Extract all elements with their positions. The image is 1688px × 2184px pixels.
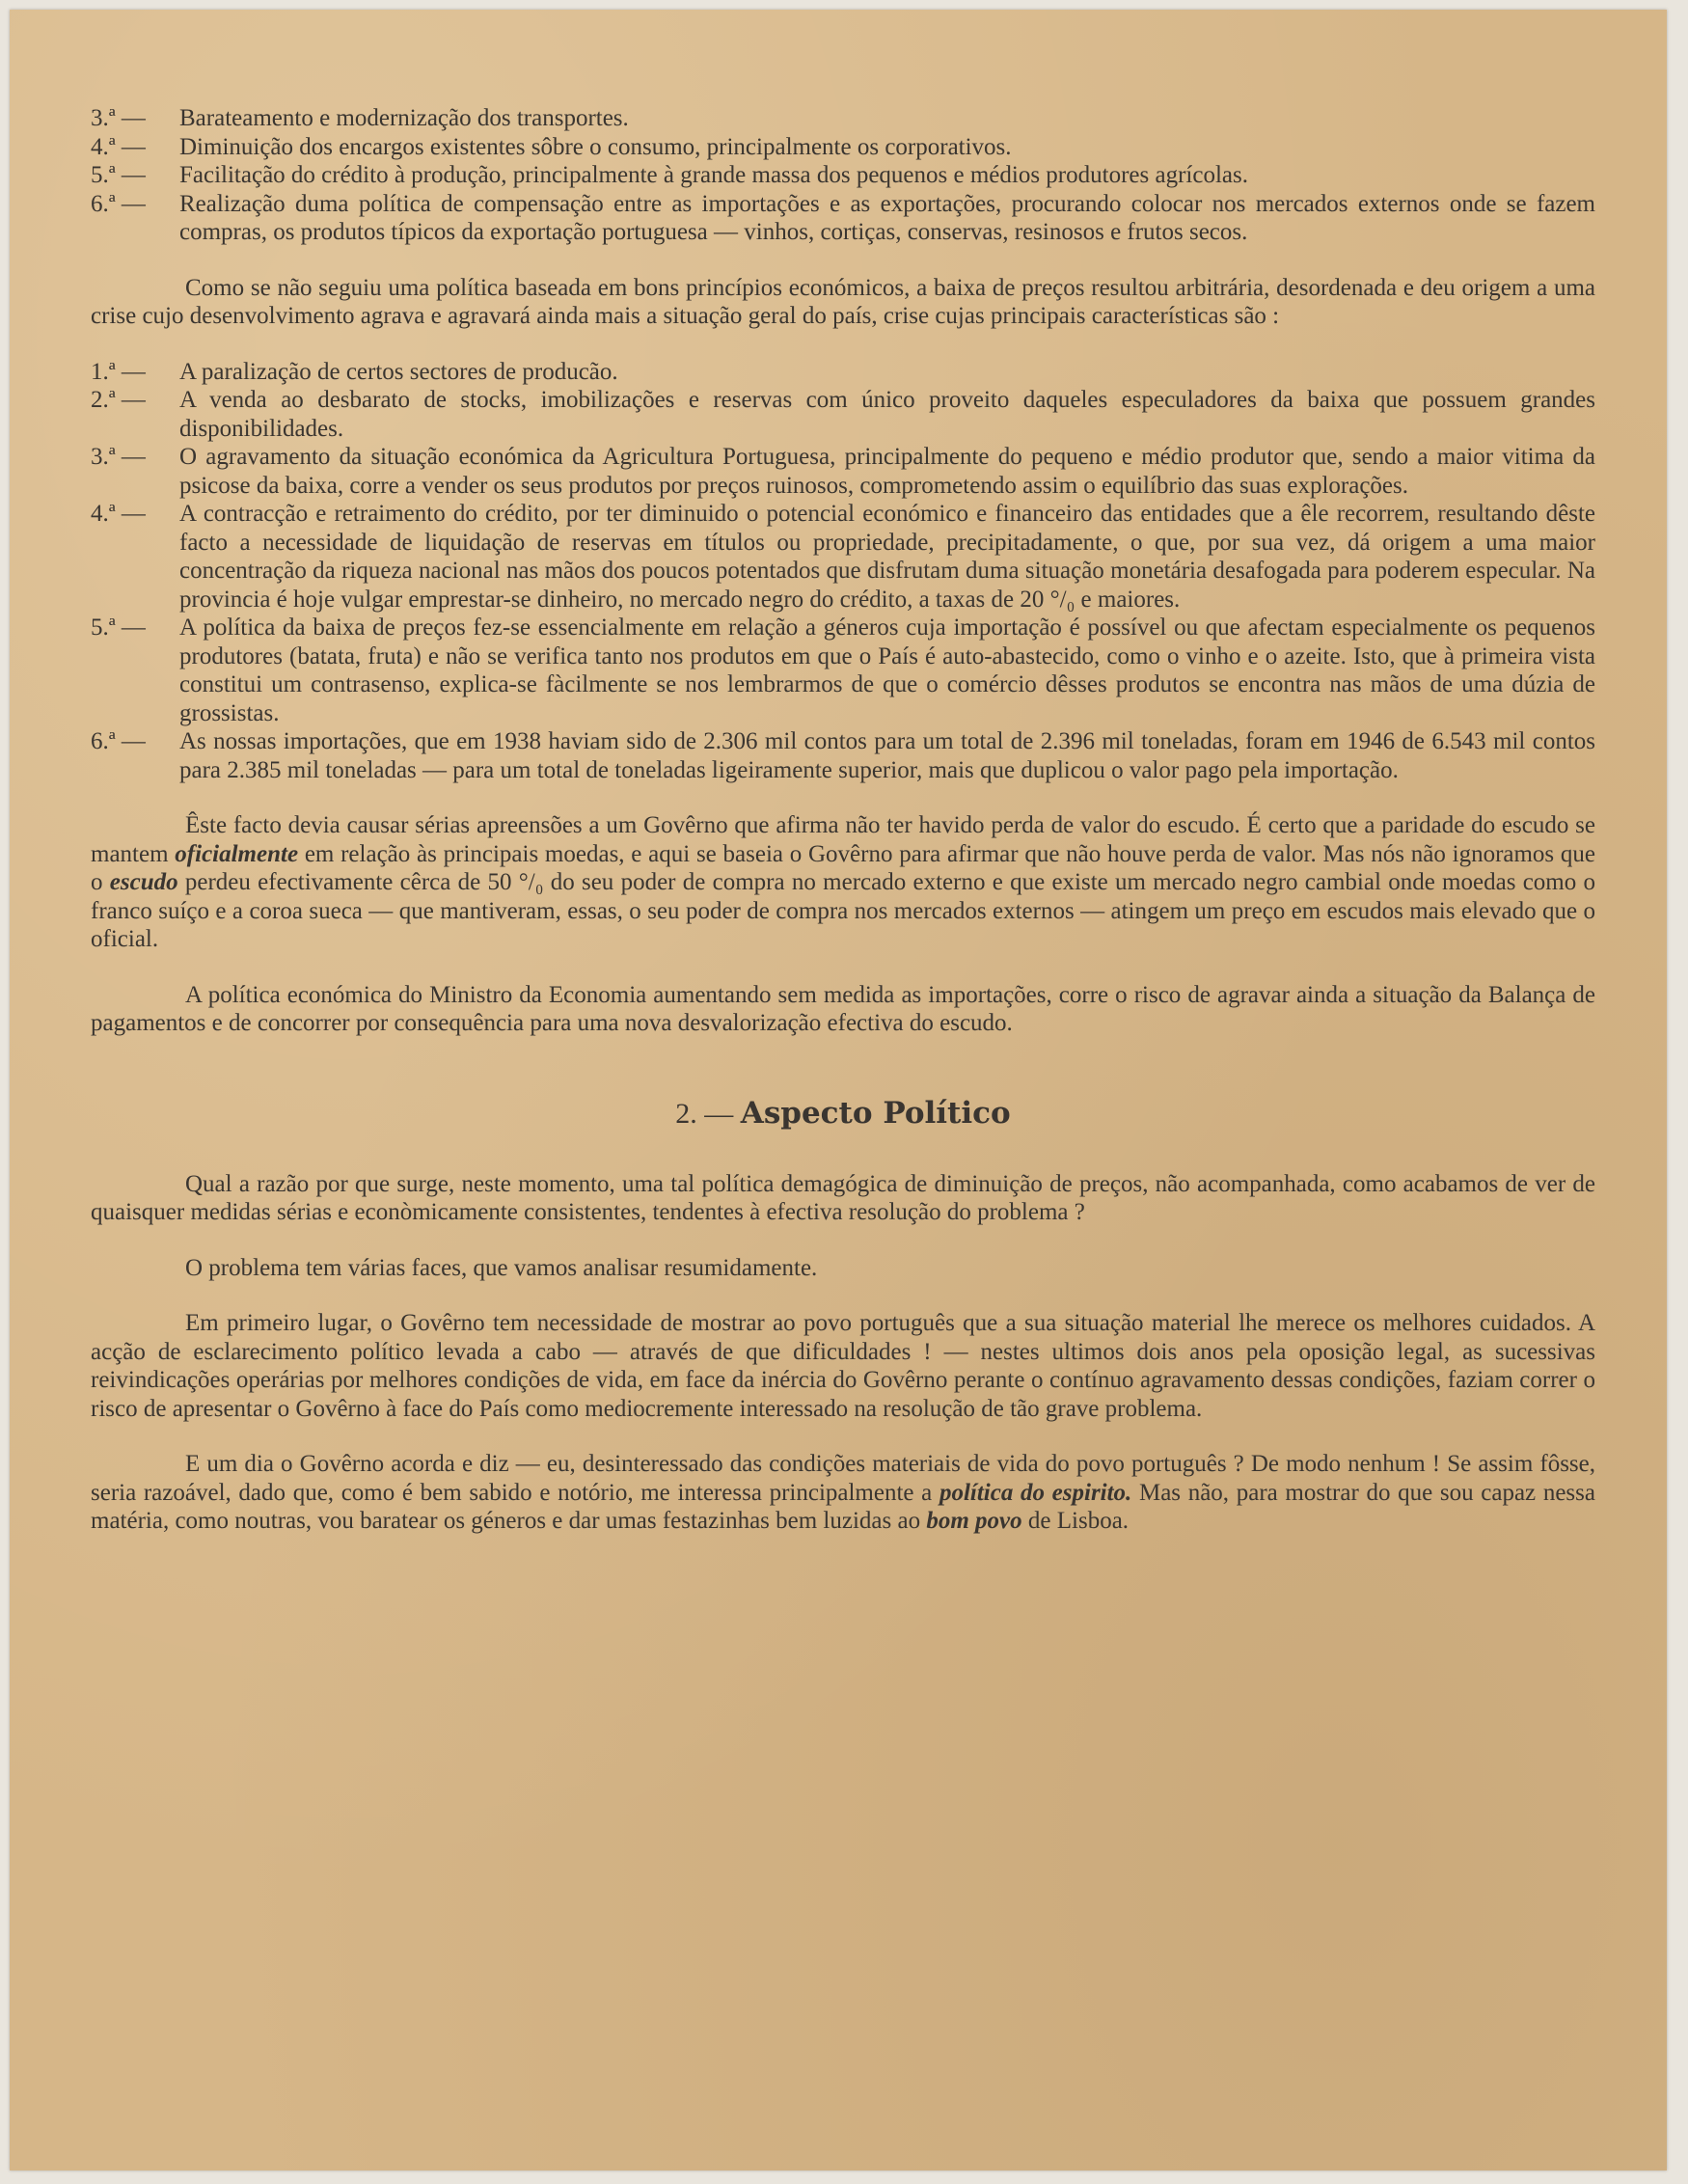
- paragraph: Em primeiro lugar, o Govêrno tem necessidade de mostrar ao povo português que a sua situação material lhe merece os melhores cuidados. A acção de esclarecimento político levada a cabo — através de que dificuldades ! — nestes ultimos dois anos pela oposição legal, as sucessivas reivindicações operárias por melhores condições de vida, em face da inércia do Govêrno perante o contínuo agravamento dessas condições, faziam correr o risco de apresentar o Govêrno à face do País como mediocremente interessado na resolução de tão grave problema.: [91, 1310, 1595, 1422]
- item-text: As nossas importações, que em 1938 haviam sido de 2.306 mil contos para um total de 2.396 mil toneladas, foram em 1946 de 6.543 mil contos para 2.385 mil toneladas — para um total de toneladas ligeiramente superior, mais que duplicou o valor pago pela importação.: [179, 728, 1595, 783]
- item-number: 5.ª —: [91, 614, 146, 641]
- heading-number: 2. —: [675, 1097, 734, 1130]
- item-number: 5.ª —: [91, 162, 146, 188]
- document-page: [10, 10, 1667, 2170]
- emphasis: oficialmente: [175, 840, 299, 867]
- heading-title: Aspecto Político: [740, 1095, 1011, 1131]
- paragraph: Qual a razão por que surge, neste momento, uma tal política demagógica de diminuição de preços, não acompanhada, como acabamos de ver de quaisquer medidas sérias e econòmicamente consistentes, tendentes à efectiva resolução do problema ?: [91, 1170, 1595, 1225]
- list-item: [91, 190, 1595, 247]
- emphasis: escudo: [109, 869, 178, 895]
- text-run: de Lisboa.: [1027, 1508, 1130, 1534]
- item-number: 2.ª —: [91, 387, 146, 413]
- text-run: Mas não, para mostrar do que sou capaz nessa matéria, como noutras, vou baratear os géneros e dar umas festazinhas bem luzidas ao: [91, 1479, 1595, 1534]
- crisis-list: [91, 358, 1595, 785]
- list-item: [91, 443, 1595, 500]
- list-item: [91, 104, 1595, 133]
- measures-list: [91, 104, 1595, 247]
- text-run: E um dia o Govêrno acorda e diz — eu, desinteressado das condições materiais de vida do povo português ? De modo nenhum ! Se assim fôsse, seria razoável, dado que, como é bem sabido e notório, me interessa principalmente a: [91, 1451, 1595, 1506]
- item-text: Facilitação do crédito à produção, principalmente à grande massa dos pequenos e médios produtores agrícolas.: [179, 162, 1248, 188]
- item-text: Barateamento e modernização dos transportes.: [179, 105, 629, 131]
- section-heading: [91, 1096, 1595, 1132]
- item-text: Diminuição dos encargos existentes sôbre o consumo, principalmente os corporativos.: [179, 133, 1012, 160]
- text-run: perdeu efectivamente cêrca de 50 °/₀ do seu poder de compra no mercado externo e que existe um mercado negro cambial onde moedas como o franco suíço e a coroa sueca — que mantiveram, essas, o seu poder de compra nos mercados externos — atingem um preço em escudos mais elevado que o oficial.: [91, 869, 1596, 952]
- item-number: 3.ª —: [91, 105, 146, 131]
- item-number: 6.ª —: [91, 728, 146, 754]
- item-text: A política da baixa de preços fez-se essencialmente em relação a géneros cuja importação é possível ou que afectam especialmente os pequenos produtores (batata, fruta) e não se verifica tanto nos produtos em que o País é auto-abastecido, como o vinho e o azeite. Isto, que à primeira vista constitui um contrasenso, explica-se fàcilmente se nos lembrarmos de que o comércio dêsses produtos se encontra nas mãos de uma dúzia de grossistas.: [179, 614, 1595, 726]
- item-number: 3.ª —: [91, 444, 146, 470]
- paragraph: A política económica do Ministro da Economia aumentando sem medida as importações, corre o risco de agravar ainda a situação da Balança de pagamentos e de concorrer por consequência para uma nova desvalorização efectiva do escudo.: [91, 981, 1595, 1036]
- item-text: A paralização de certos sectores de producão.: [179, 358, 618, 385]
- item-text: O agravamento da situação económica da Agricultura Portuguesa, principalmente do pequeno e médio produtor que, sendo a maior vitima da psicose da baixa, corre a vender os seus produtos por preços ruinosos, comprometendo assim o equilíbrio das suas explorações.: [179, 444, 1595, 499]
- list-item: [91, 727, 1595, 784]
- text-run: Êste facto devia causar sérias apreensões a um Govêrno que afirma não ter havido perda de valor do escudo. É certo que a paridade do escudo se mantem: [91, 812, 1595, 867]
- paragraph: O problema tem várias faces, que vamos analisar resumidamente.: [185, 1254, 818, 1281]
- list-item: [91, 386, 1595, 443]
- item-number: 4.ª —: [91, 133, 146, 160]
- paragraph: [91, 1450, 1595, 1536]
- item-text: Realização duma política de compensação entre as importações e as exportações, procurando colocar nos mercados externos onde se fazem compras, os produtos típicos da exportação portuguesa — vinhos, cortiças, conservas, resinosos e frutos secos.: [179, 190, 1595, 245]
- list-item: [91, 614, 1595, 727]
- emphasis: política do espirito.: [939, 1479, 1132, 1506]
- item-text: A venda ao desbarato de stocks, imobilizações e reservas com único proveito daqueles especuladores da baixa que possuem grandes disponibilidades.: [179, 387, 1595, 442]
- paragraph: Como se não seguiu uma política baseada em bons princípios económicos, a baixa de preços resultou arbitrária, desordenada e deu origem a uma crise cujo desenvolvimento agrava e agravará ainda mais a situação geral do país, crise cujas principais características são :: [91, 274, 1595, 329]
- item-number: 1.ª —: [91, 358, 146, 385]
- list-item: [91, 161, 1595, 190]
- list-item: [91, 500, 1595, 614]
- item-number: 6.ª —: [91, 190, 146, 217]
- item-number: 4.ª —: [91, 501, 146, 527]
- list-item: [91, 358, 1595, 387]
- page-content: [91, 104, 1595, 1536]
- item-text: A contracção e retraimento do crédito, por ter diminuido o potencial económico e financeiro das entidades que a êle recorrem, resultando dêste facto a necessidade de liquidação de reservas em títulos ou propriedade, precipitadamente, o que, por sua vez, dá origem a uma maior concentração da riqueza nacional nas mãos dos poucos potentados que disfrutam duma situação monetária desafogada para poderem especular. Na provincia é hoje vulgar emprestar-se dinheiro, no mercado negro do crédito, a taxas de 20 °/₀ e maiores.: [179, 501, 1595, 613]
- text-run: em relação às principais moedas, e aqui se baseia o Govêrno para afirmar que não houve perda de valor. Mas nós não ignoramos que o: [91, 840, 1596, 895]
- paragraph: [91, 811, 1595, 954]
- emphasis: bom povo: [926, 1508, 1022, 1534]
- list-item: [91, 133, 1595, 162]
